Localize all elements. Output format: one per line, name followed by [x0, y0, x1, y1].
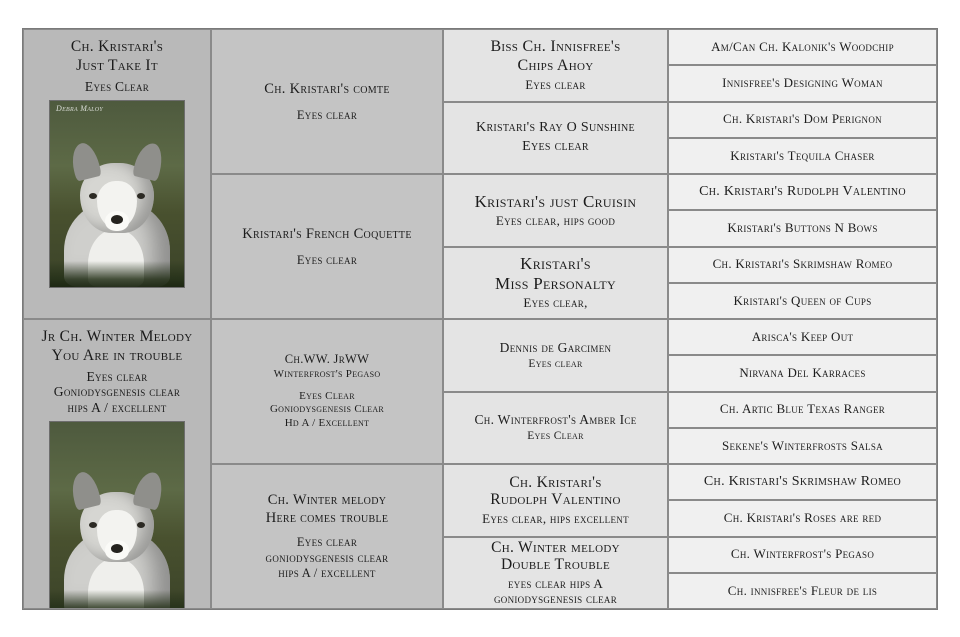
dog-name-line: Chips Ahoy — [517, 56, 594, 74]
dog-name-line: Ch. Kristari's — [509, 473, 602, 491]
pedigree-cell-sire — [23, 29, 211, 319]
pedigree-cell-g4-9: Arisca's Keep Out — [668, 319, 937, 355]
dog-name-line: Ch. Winter melody — [267, 491, 387, 508]
dog-name-line: Ch.WW. JrWW — [284, 352, 370, 367]
pedigree-cell-g3-3 — [443, 174, 668, 247]
dog-name-line: Kristari's just Cruisin — [474, 191, 637, 211]
pedigree-cell-g2-3 — [211, 319, 443, 464]
dog-name-line: Ch. Winterfrost's Amber Ice — [474, 412, 637, 427]
dog-health-line: Eyes clear — [296, 535, 358, 550]
dog-name-line: Double Trouble — [500, 556, 611, 574]
dog-health-line: goniodysgenesis clear — [265, 550, 389, 565]
dog-name-line: Ch. Kristari's comte — [264, 80, 390, 97]
dog-health-line: Eyes clear — [296, 107, 358, 122]
dog-health-line: Hd A / Excellent — [284, 417, 370, 430]
dog-name-line: Biss Ch. Innisfree's — [490, 38, 621, 56]
pedigree-cell-g4-11: Ch. Artic Blue Texas Ranger — [668, 392, 937, 428]
dog-name-line: Kristari's Ray O Sunshine — [476, 120, 635, 136]
pedigree-cell-g4-2: Innisfree's Designing Woman — [668, 65, 937, 101]
dog-health-line: Eyes clear — [525, 77, 586, 92]
dog-name-line: Kristari's French Coquette — [242, 225, 412, 242]
dog-health-line: Eyes clear — [522, 139, 589, 155]
dog-health-line: goniodysgenesis clear — [493, 590, 618, 606]
dog-name-line: Jr Ch. Winter Melody — [41, 328, 193, 345]
dog-health-line: hips A / excellent — [278, 566, 376, 581]
generation-3-column — [443, 29, 668, 609]
photo-watermark: Debra Maloy — [56, 104, 104, 114]
dog-name-line: Here comes trouble — [265, 510, 389, 527]
husky-illustration — [58, 466, 176, 609]
pedigree-cell-g4-16: Ch. innisfree's Fleur de lis — [668, 573, 937, 609]
generation-1-column — [23, 29, 211, 609]
pedigree-cell-g3-2 — [443, 102, 668, 175]
dog-name-line: Ch. Winter melody — [491, 538, 620, 556]
pedigree-cell-g4-15: Ch. Winterfrost's Pegaso — [668, 537, 937, 573]
dog-health-line: Eyes clear, — [523, 295, 588, 311]
pedigree-cell-g4-3: Ch. Kristari's Dom Perignon — [668, 102, 937, 138]
pedigree-cell-g2-2 — [211, 174, 443, 319]
pedigree-cell-g4-1: Am/Can Ch. Kalonik's Woodchip — [668, 29, 937, 65]
pedigree-cell-dam — [23, 319, 211, 609]
dog-health-line: Eyes clear, hips good — [495, 213, 616, 229]
pedigree-cell-g4-12: Sekene's Winterfrosts Salsa — [668, 428, 937, 464]
dog-name-line: Dennis de Garcimen — [499, 339, 612, 355]
dog-name-line: Just Take It — [76, 57, 158, 75]
pedigree-cell-g4-6: Kristari's Buttons N Bows — [668, 210, 937, 246]
pedigree-cell-g3-8 — [443, 537, 668, 610]
dog-health-line: Eyes clear — [296, 252, 358, 267]
dog-health-line: Eyes Clear — [84, 78, 150, 94]
dog-health-line: hips A / excellent — [67, 399, 167, 415]
dog-health-line: Eyes clear, hips excellent — [482, 511, 629, 526]
pedigree-cell-g2-4 — [211, 464, 443, 609]
dog-photo-sire — [49, 100, 185, 288]
pedigree-cell-g3-5 — [443, 319, 668, 392]
generation-2-column — [211, 29, 443, 609]
dog-health-line: Eyes clear — [86, 368, 148, 384]
pedigree-cell-g3-7 — [443, 464, 668, 537]
dog-name-line: Winterfrost's Pegaso — [273, 367, 381, 380]
dog-name-line: Ch. Kristari's — [70, 38, 164, 55]
pedigree-cell-g4-7: Ch. Kristari's Skrimshaw Romeo — [668, 247, 937, 283]
dog-health-line: Eyes clear — [528, 357, 583, 370]
dog-photo-dam — [49, 421, 185, 609]
dog-health-line: Eyes Clear — [527, 430, 584, 443]
pedigree-cell-g2-1 — [211, 29, 443, 174]
pedigree-cell-g4-8: Kristari's Queen of Cups — [668, 283, 937, 319]
generation-4-column — [668, 29, 937, 609]
pedigree-cell-g4-13: Ch. Kristari's Skrimshaw Romeo — [668, 464, 937, 500]
pedigree-cell-g3-1 — [443, 29, 668, 102]
dog-health-line: eyes clear hips A — [507, 576, 604, 592]
dog-health-line: Eyes Clear — [299, 389, 355, 402]
pedigree-cell-g4-10: Nirvana Del Karraces — [668, 355, 937, 391]
dog-name-line: You Are in trouble — [51, 347, 183, 365]
pedigree-cell-g4-4: Kristari's Tequila Chaser — [668, 138, 937, 174]
pedigree-cell-g4-5: Ch. Kristari's Rudolph Valentino — [668, 174, 937, 210]
pedigree-chart — [22, 28, 938, 610]
pedigree-cell-g3-6 — [443, 392, 668, 465]
dog-name-line: Kristari's — [520, 254, 591, 274]
dog-health-line: Goniodysgenesis Clear — [269, 403, 385, 416]
pedigree-cell-g4-14: Ch. Kristari's Roses are red — [668, 500, 937, 536]
dog-health-line: Goniodysgenesis clear — [53, 384, 181, 400]
dog-name-line: Rudolph Valentino — [490, 491, 621, 509]
pedigree-cell-g3-4 — [443, 247, 668, 320]
dog-name-line: Miss Personalty — [495, 273, 616, 293]
